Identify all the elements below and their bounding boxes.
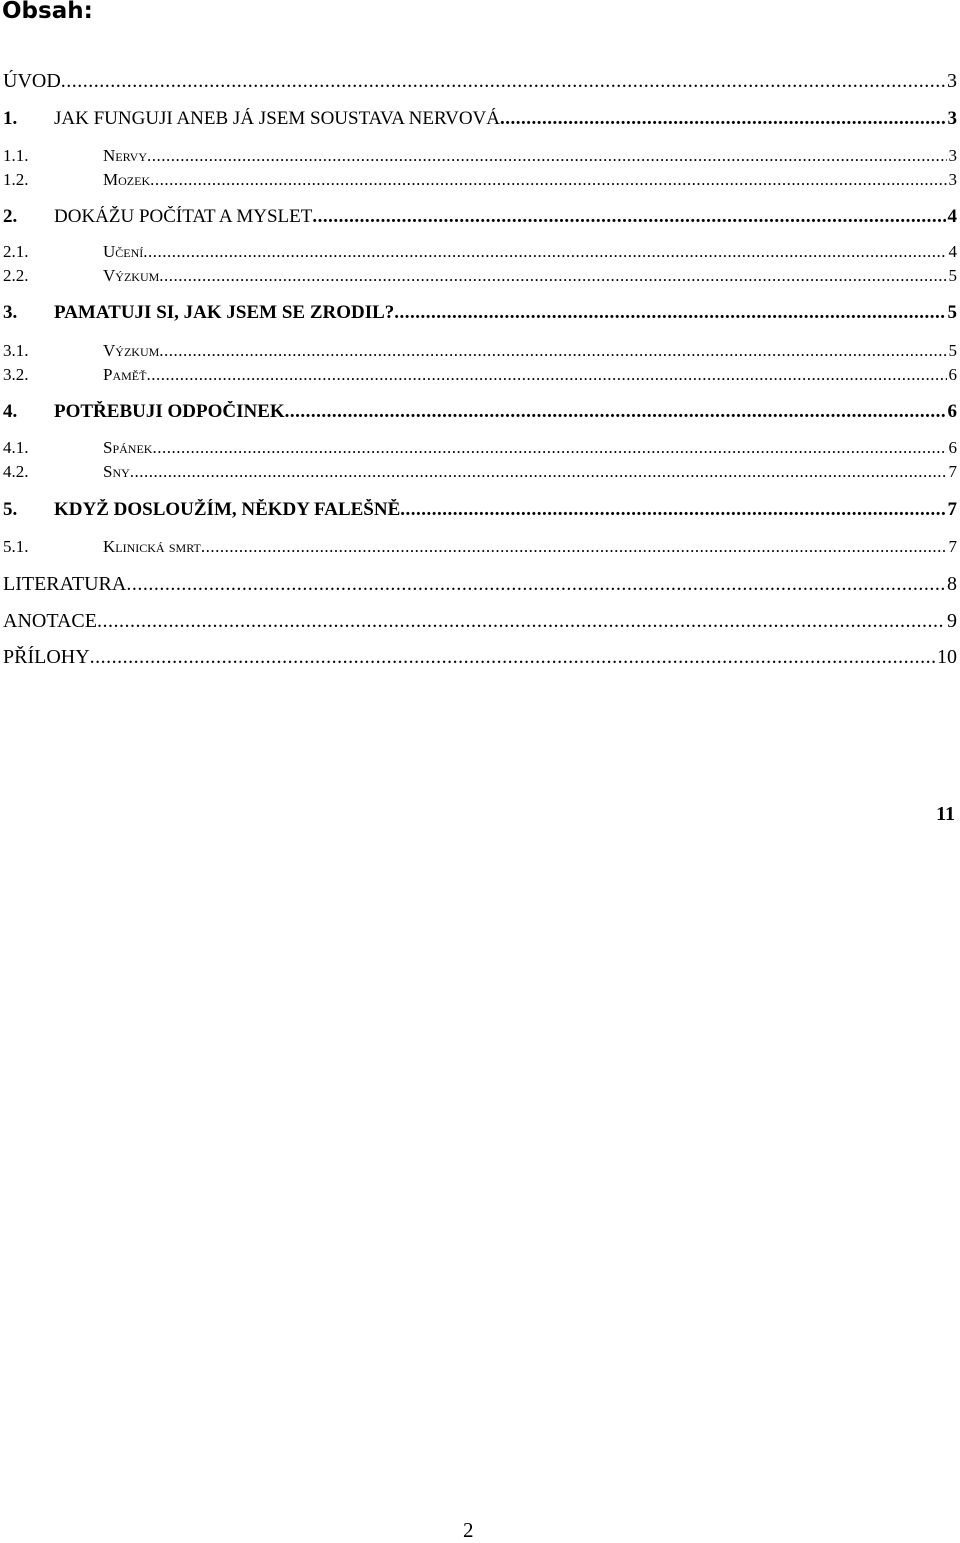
toc-entry-leader: [312, 206, 945, 228]
toc-entry-title: LITERATURA: [3, 573, 127, 595]
toc-entry-leader: [394, 302, 945, 324]
toc-entry-page: 7: [947, 499, 957, 520]
toc-entry-leader: [400, 499, 945, 521]
toc-entry[interactable]: [0, 70, 957, 94]
toc-entry-leader: [152, 438, 946, 458]
toc-entry[interactable]: [0, 537, 957, 561]
toc-entry-leader: [150, 170, 946, 190]
toc-entry-title: Klinická smrt: [103, 537, 201, 556]
toc-entry-page: 5: [948, 341, 957, 360]
toc-entry-title: PŘÍLOHY: [3, 646, 90, 668]
toc-entry-number: 5.: [3, 499, 18, 520]
toc-entry-number: 4.: [3, 401, 18, 422]
toc-entry-title: ÚVOD: [3, 70, 61, 92]
toc-entry-title: Paměť: [103, 365, 147, 384]
toc-entry-number: 3.: [3, 302, 18, 323]
toc-entry-title: Mozek: [103, 170, 151, 189]
toc-entry-title: ANOTACE: [3, 610, 97, 632]
toc-entry-leader: [146, 365, 946, 385]
toc-entry[interactable]: [0, 206, 957, 230]
toc-entry[interactable]: [0, 462, 957, 486]
page-number: 2: [463, 1518, 474, 1542]
toc-entry-leader: [285, 401, 946, 423]
page-marker: 11: [936, 803, 955, 825]
toc-entry-page: 7: [948, 462, 957, 481]
toc-entry-page: 6: [948, 365, 957, 384]
toc-entry[interactable]: [0, 499, 957, 523]
toc-entry-page: 10: [937, 646, 957, 668]
toc-entry[interactable]: [0, 302, 957, 326]
toc-entry-title: DOKÁŽU POČÍTAT A MYSLET: [54, 206, 313, 227]
toc-entry-number: 1.1.: [3, 146, 29, 165]
toc-entry-title: Výzkum: [103, 341, 160, 360]
toc-entry-title: PAMATUJI SI, JAK JSEM SE ZRODIL?: [54, 302, 395, 323]
toc-entry[interactable]: [0, 610, 957, 634]
toc-entry[interactable]: [0, 573, 957, 597]
toc-entry[interactable]: [0, 266, 957, 290]
toc-entry[interactable]: [0, 438, 957, 462]
toc-entry-title: Nervy: [103, 146, 147, 165]
toc-entry-title: JAK FUNGUJI ANEB JÁ JSEM SOUSTAVA NERVOVÁ: [54, 108, 500, 129]
toc-entry-page: 3: [948, 146, 957, 165]
toc-entry-number: 2.: [3, 206, 18, 227]
toc-entry-number: 4.2.: [3, 462, 29, 481]
table-of-contents: [0, 0, 960, 700]
toc-entry-number: 2.1.: [3, 242, 29, 261]
toc-entry-number: 1.: [3, 108, 18, 129]
toc-entry-page: 4: [947, 206, 957, 227]
toc-entry-page: 3: [947, 70, 957, 92]
toc-entry-page: 3: [947, 108, 957, 129]
toc-entry-leader: [143, 242, 946, 262]
toc-entry-leader: [159, 341, 946, 361]
toc-entry-title: Spánek: [103, 438, 153, 457]
toc-entry-leader: [130, 462, 947, 482]
toc-entry[interactable]: [0, 365, 957, 389]
toc-heading: Obsah:: [2, 0, 93, 24]
toc-entry-number: 3.2.: [3, 365, 29, 384]
toc-entry-title: Sny: [103, 462, 130, 481]
toc-entry-number: 3.1.: [3, 341, 29, 360]
toc-entry-title: Výzkum: [103, 266, 160, 285]
toc-entry[interactable]: [0, 146, 957, 170]
toc-entry[interactable]: [0, 646, 957, 670]
toc-entry-page: 4: [948, 242, 957, 261]
toc-entry-page: 5: [948, 266, 957, 285]
toc-entry-number: 5.1.: [3, 537, 29, 556]
toc-entry-leader: [159, 266, 946, 286]
toc-entry-leader: [500, 108, 946, 130]
toc-entry[interactable]: [0, 242, 957, 266]
toc-entry-leader: [201, 537, 947, 557]
toc-entry-leader: [90, 646, 935, 669]
toc-entry-leader: [61, 70, 945, 93]
toc-entry-number: 1.2.: [3, 170, 29, 189]
toc-entry[interactable]: [0, 170, 957, 194]
toc-entry-page: 5: [947, 302, 957, 323]
toc-entry-page: 9: [947, 610, 957, 632]
toc-entry-page: 3: [948, 170, 957, 189]
toc-entry-title: POTŘEBUJI ODPOČINEK: [54, 401, 285, 422]
toc-entry-title: Učení: [103, 242, 144, 261]
toc-entry-leader: [147, 146, 947, 166]
toc-entry-page: 7: [948, 537, 957, 556]
toc-entry-number: 2.2.: [3, 266, 29, 285]
toc-entry-leader: [126, 573, 945, 596]
toc-entry-page: 6: [948, 438, 957, 457]
toc-entry[interactable]: [0, 401, 957, 425]
toc-entry-leader: [97, 610, 945, 633]
toc-entry-page: 8: [947, 573, 957, 595]
toc-entry-title: KDYŽ DOSLOUŽÍM, NĚKDY FALEŠNĚ: [54, 499, 401, 520]
toc-entry[interactable]: [0, 341, 957, 365]
toc-entry[interactable]: [0, 108, 957, 132]
toc-entry-page: 6: [947, 401, 957, 422]
toc-entry-number: 4.1.: [3, 438, 29, 457]
